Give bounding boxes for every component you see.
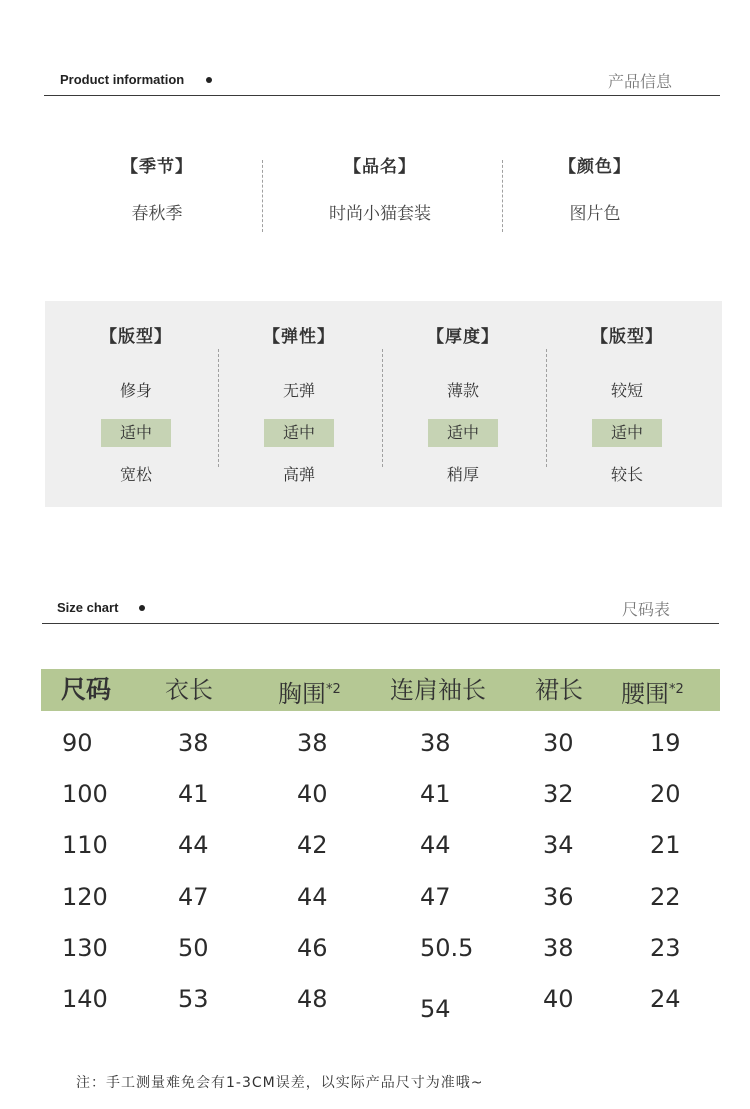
size-cell: 47 bbox=[420, 883, 451, 911]
attribute-option: 高弹 bbox=[282, 465, 315, 484]
size-table-header bbox=[41, 669, 720, 711]
size-cell: 44 bbox=[420, 831, 451, 859]
column-separator bbox=[382, 349, 383, 467]
attribute-elasticity bbox=[229, 325, 369, 489]
info-label: 【品名】 bbox=[344, 157, 416, 177]
header-sleeve: 连肩袖长 bbox=[390, 676, 486, 704]
info-color bbox=[495, 152, 695, 224]
size-cell-label: 90 bbox=[62, 729, 93, 757]
size-cell: 54 bbox=[420, 995, 451, 1023]
section-title-en: Size chart bbox=[57, 600, 119, 615]
section-title-cn: 产品信息 bbox=[608, 72, 673, 91]
info-value: 时尚小猫套装 bbox=[329, 204, 431, 224]
header-skirt-length: 裙长 bbox=[535, 676, 583, 704]
size-cell-label: 100 bbox=[62, 780, 108, 808]
measurement-note: 注：手工测量难免会有1-3CM误差，以实际产品尺寸为准哦~ bbox=[76, 1075, 484, 1091]
attribute-option: 无弹 bbox=[282, 381, 315, 400]
column-separator bbox=[218, 349, 219, 467]
info-label: 【颜色】 bbox=[559, 157, 631, 177]
attribute-thickness bbox=[393, 325, 533, 489]
size-cell: 38 bbox=[420, 729, 451, 757]
section-divider bbox=[44, 95, 720, 96]
size-cell: 38 bbox=[543, 934, 574, 962]
size-cell-label: 120 bbox=[62, 883, 108, 911]
size-cell: 20 bbox=[650, 780, 681, 808]
attribute-option-selected: 适中 bbox=[101, 419, 171, 447]
section-title-cn: 尺码表 bbox=[622, 600, 671, 619]
size-cell: 44 bbox=[297, 883, 328, 911]
attribute-option: 稍厚 bbox=[446, 465, 479, 484]
size-cell: 44 bbox=[178, 831, 209, 859]
size-cell-label: 110 bbox=[62, 831, 108, 859]
info-value: 图片色 bbox=[569, 204, 621, 224]
info-season bbox=[57, 152, 257, 224]
size-cell: 19 bbox=[650, 729, 681, 757]
section-divider bbox=[42, 623, 719, 624]
attribute-option: 薄款 bbox=[446, 381, 479, 400]
attribute-option-selected: 适中 bbox=[264, 419, 334, 447]
size-cell: 34 bbox=[543, 831, 574, 859]
size-cell: 48 bbox=[297, 985, 328, 1013]
bullet-dot-icon bbox=[139, 605, 145, 611]
size-cell: 36 bbox=[543, 883, 574, 911]
attribute-option: 修身 bbox=[119, 381, 152, 400]
size-cell: 38 bbox=[297, 729, 328, 757]
size-cell: 21 bbox=[650, 831, 681, 859]
size-cell: 38 bbox=[178, 729, 209, 757]
attribute-label: 【弹性】 bbox=[263, 327, 335, 347]
size-cell: 24 bbox=[650, 985, 681, 1013]
info-label: 【季节】 bbox=[121, 157, 193, 177]
size-cell-label: 130 bbox=[62, 934, 108, 962]
header-length: 衣长 bbox=[165, 676, 213, 704]
size-cell: 22 bbox=[650, 883, 681, 911]
size-cell: 23 bbox=[650, 934, 681, 962]
attribute-option: 宽松 bbox=[119, 465, 152, 484]
attribute-option-selected: 适中 bbox=[428, 419, 498, 447]
size-cell: 46 bbox=[297, 934, 328, 962]
info-value: 春秋季 bbox=[131, 204, 183, 224]
attribute-option-selected: 适中 bbox=[592, 419, 662, 447]
attribute-fit bbox=[66, 325, 206, 489]
attribute-option: 较短 bbox=[610, 381, 643, 400]
size-cell: 47 bbox=[178, 883, 209, 911]
attribute-label: 【厚度】 bbox=[427, 327, 499, 347]
header-size: 尺码 bbox=[61, 675, 112, 704]
header-waist: 腰围$^{*2}$ bbox=[621, 680, 684, 708]
size-cell-label: 140 bbox=[62, 985, 108, 1013]
size-cell: 41 bbox=[420, 780, 451, 808]
header-chest: 胸围$^{*2}$ bbox=[278, 680, 341, 708]
section-title-en: Product information bbox=[60, 72, 185, 87]
attribute-length bbox=[557, 325, 697, 489]
size-cell: 40 bbox=[297, 780, 328, 808]
attribute-option: 较长 bbox=[610, 465, 643, 484]
attribute-label: 【版型】 bbox=[100, 327, 172, 347]
size-cell: 53 bbox=[178, 985, 209, 1013]
attribute-label: 【版型】 bbox=[591, 327, 663, 347]
attribute-panel bbox=[45, 301, 722, 507]
size-cell: 40 bbox=[543, 985, 574, 1013]
size-cell: 30 bbox=[543, 729, 574, 757]
size-cell: 32 bbox=[543, 780, 574, 808]
size-cell: 50 bbox=[178, 934, 209, 962]
column-separator bbox=[546, 349, 547, 467]
size-cell: 42 bbox=[297, 831, 328, 859]
info-product-name bbox=[280, 152, 480, 224]
size-cell: 41 bbox=[178, 780, 209, 808]
header-chest-note: *2 bbox=[326, 682, 341, 697]
header-waist-note: *2 bbox=[669, 682, 684, 697]
column-separator bbox=[262, 160, 263, 232]
size-cell: 50.5 bbox=[420, 934, 474, 962]
bullet-dot-icon bbox=[206, 77, 212, 83]
